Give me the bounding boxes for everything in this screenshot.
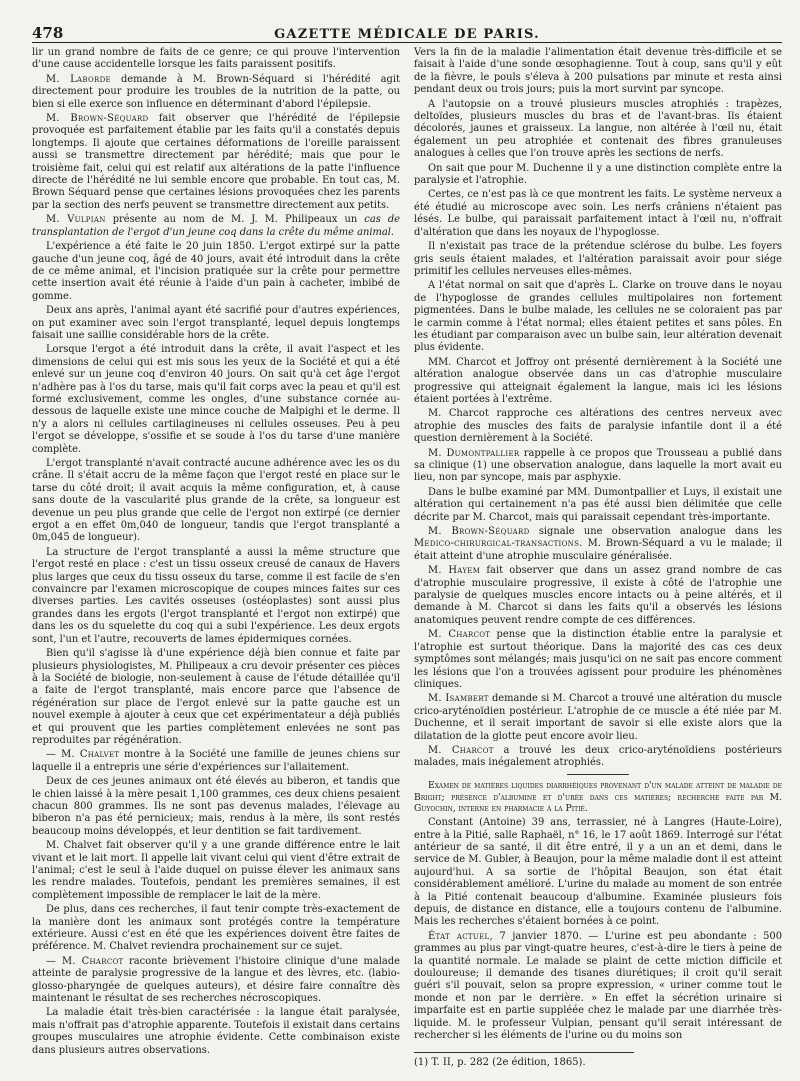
paragraph: L'ergot transplanté n'avait contracté aucune adhérence avec les os du crâne. Il s'était accru de la même façon que l'ergot resté en place sur le tarse du côté droit; il avait acquis la même configuration, et, à cause sans doute de la vascularité plus grande de la crête, sa longueur est devenue un peu plus grande que celle de l'ergot non extirpé (ce dernier ergot a en effet 0m,040 de longueur, tandis que l'ergot transplanté a 0m,045 de longueur).	[32, 458, 400, 544]
paragraph-text: montre à la Société une famille de jeunes chiens sur laquelle il a entrepris une série d'expériences sur l'allaitement.	[32, 749, 400, 773]
paragraph	[32, 956, 400, 1006]
paragraph	[32, 74, 400, 111]
paragraph: A l'autopsie on a trouvé plusieurs muscles atrophiés : trapèzes, deltoïdes, plusieurs muscles du bras et de l'avant-bras. Ils étaient décolorés, jaunes et graisseux. La langue, non altérée à l'œil nu, était également un peu atrophiée et contenait des fibres granuleuses analogues à celles que l'on trouve après les sections de nerfs.	[414, 98, 782, 160]
speaker-name: M. Charcot	[428, 744, 494, 756]
speaker-name: M. Laborde	[46, 73, 111, 85]
paragraph	[32, 214, 400, 239]
page-header	[32, 14, 782, 43]
journal-title: Medico-chirurgical-transactions.	[414, 538, 583, 550]
paragraph: L'expérience a été faite le 20 juin 1850. L'ergot extirpé sur la patte gauche d'un jeune coq, âgé de 40 jours, avait été introduit dans la crête de ce même animal, et l'incision pratiquée sur la crête pour permettre cette insertion avait été réunie à l'aide d'un pain à cacheter, imbibé de gomme.	[32, 241, 400, 302]
paragraph-text: pense que la distinction établie entre la paralysie et l'atrophie est surtout théorique. Dans la majorité des cas ces deux symptômes sont mélangés; mais jusqu'ici on ne sait pas encore comment les lésions que l'on a trouvées agissent pour produire les phénomènes cliniques.	[414, 629, 783, 690]
left-column	[32, 47, 401, 1056]
paragraph	[414, 931, 782, 1043]
footnote: (1) T. II, p. 282 (2e édition, 1865).	[414, 1057, 586, 1069]
paragraph: M. Chalvet fait observer qu'il y a une grande différence entre le lait vivant et le lait mort. Il appelle lait vivant celui qui vient d'être extrait de l'animal; c'est le seul à l'aide duquel on puisse élever les animaux sans les rendre malades. Toutefois, pendant les premières semaines, il est complètement impossible de remplacer le lait de la mère.	[32, 840, 400, 901]
paragraph-text: 7 janvier 1870. — L'urine est peu abondante : 500 grammes au plus par vingt-quatre heures, c'est-à-dire le tiers à peine de la quantité normale. Le malade se plaint de cette miction difficile et douloureuse; il demande des tisanes diurétiques; il croit qu'il serait guéri s'il pouvait, selon sa propre expression, « uriner comme tout le monde et non par le derrière. » En effet la sécrétion urinaire si imparfaite est en partie suppléée chez le malade par une diarrhée très-liquide. M. le professeur Vulpian, pensant qu'il serait intéressant de rechercher si les éléments de l'urine ou du moins son	[414, 930, 782, 1042]
paragraph: A l'état normal on sait que d'après L. Clarke on trouve dans le noyau de l'hypoglosse de grandes cellules multipolaires non fortement pigmentées. Dans le bulbe malade, les cellules ne se coloraient pas par le carmin comme à l'état normal; elles étaient petites et sans pôles. En les étudiant par comparaison avec un bulbe sain, leur altération devenait plus évidente.	[414, 280, 782, 354]
paragraph	[414, 693, 782, 743]
paragraph	[414, 448, 782, 485]
paragraph: Deux de ces jeunes animaux ont été élevés au biberon, et tandis que le chien laissé à la mère pesait 1,100 grammes, ces deux chiens pesaient chacun 800 grammes. Ils ne sont pas devenus malades, l'élevage au biberon n'a pas été pernicieux; mais, rendus à la mère, ils sont restés beaucoup moins développés, et leur dentition se fait tardivement.	[32, 776, 400, 837]
page-number: 478	[32, 24, 64, 42]
paragraph: Vers la fin de la maladie l'alimentation était devenue très-difficile et se faisait à l'aide d'une sonde œsophagienne. Tout à coup, sans qu'il y eût de la fièvre, le pouls s'éleva à 200 pulsations par minute et resta ainsi pendant deux ou trois jours; puis la mort survint par syncope.	[414, 47, 782, 96]
paragraph-text: raconte brièvement l'histoire clinique d'une malade atteinte de paralysie progressive de la langue et des lèvres, etc. (labio-glosso-pharyngée de quelques auteurs), et désire faire connaître dès maintenant le résultat de ses recherches nécroscopiques.	[32, 955, 400, 1005]
paragraph: M. Charcot rapproche ces altérations des centres nerveux avec atrophie des muscles des faits de paralysie infantile dont il a été question dernièrement à la Société.	[414, 408, 782, 445]
paragraph: Dans le bulbe examiné par MM. Dumontpallier et Luys, il existait une altération qui certainement n'a pas été aussi bien délimitée que celle décrite par M. Charcot, mais qui paraissait cependant très-importante.	[414, 486, 782, 523]
speaker-name: M. Hayem	[428, 565, 481, 577]
paragraph: lir un grand nombre de faits de ce genre; ce qui prouve l'intervention d'une cause accidentelle lorsque les faits paraissent positifs.	[32, 47, 400, 71]
speaker-name: M. Vulpian	[46, 214, 106, 226]
paragraph: La maladie était très-bien caractérisée : la langue était paralysée, mais n'offrait pas d'atrophie apparente. Toutefois il existait dans certains groupes musculaires une atrophie évidente. Cette combinaison existe dans plusieurs autres observations.	[32, 1007, 400, 1056]
footnote-divider	[414, 1052, 634, 1053]
italic-title: cas de transplantation de l'ergot d'un jeune coq dans la crête du même animal.	[32, 214, 401, 238]
paragraph	[414, 745, 782, 770]
paragraph: La structure de l'ergot transplanté a aussi la même structure que l'ergot resté en place : c'est un tissu osseux creusé de canaux de Havers plus larges que ceux du tissu osseux du tarse, comme il est facile de s'en convaincre par l'examen microscopique de coupes minces faites sur ces diverses parties. Les cavités osseuses (ostéoplastes) sont aussi plus grandes dans les ergots (l'ergot transplanté et l'ergot non extirpé) que dans les os du squelette du coq qui a subi l'expérience. Les deux ergots sont, l'un et l'autre, recouverts de lames épidermiques cornées.	[32, 546, 400, 645]
speaker-name: M. Dumontpallier	[428, 447, 520, 459]
paragraph	[414, 629, 782, 691]
speaker-name: — M. Charcot	[46, 955, 124, 967]
running-title: GAZETTE MÉDICALE DE PARIS.	[274, 27, 540, 42]
text-columns	[32, 47, 783, 1069]
speaker-name: — M. Chalvet	[46, 749, 120, 761]
paragraph-text: a trouvé les deux crico-aryténoïdiens postérieurs malades, mais inégalement atrophiés.	[414, 744, 782, 769]
paragraph-text: M. Brown-Séquard a vu le malade; il était atteint d'une atrophie musculaire généralisée.	[414, 538, 782, 562]
right-column	[414, 47, 783, 1069]
paragraph	[414, 526, 782, 563]
paragraph-text: rappelle à ce propos que Trousseau a publié dans sa clinique (1) une observation analogue, dans laquelle la mort avait eu lieu, non par syncope, mais par asphyxie.	[414, 447, 782, 484]
speaker-name: M. Charcot	[428, 629, 491, 641]
paragraph: Deux ans après, l'animal ayant été sacrifié pour d'autres expériences, on put examiner avec soin l'ergot transplanté, lequel depuis longtemps faisait une saillie considérable hors de la crête.	[32, 305, 400, 341]
speaker-name: M. Brown-Séquard	[46, 113, 149, 125]
paragraph: Constant (Antoine) 39 ans, terrassier, né à Langres (Haute-Loire), entre à la Pitié, salle Raphaël, n° 16, le 17 août 1869. Interrogé sur l'état antérieur de sa santé, il dit être entré, il y a un an et demi, dans le service de M. Gubler, à Beaujon, pour la même maladie dont il est atteint aujourd'hui. A sa sortie de l'hôpital Beaujon, son état était considérablement amélioré. L'urine du malade au moment de son entrée à la Pitié contenait beaucoup d'albumine. Examinée plusieurs fois depuis, de distance en distance, elle a toujours contenu de l'albumine. Mais les recherches s'étaient bornées à ce point.	[414, 817, 782, 928]
paragraph: MM. Charcot et Joffroy ont présenté dernièrement à la Société une altération analogue observée dans un cas d'atrophie musculaire progressive qui atteignait également la langue, mais ici les lésions étaient portées à l'extrême.	[414, 356, 782, 405]
paragraph	[32, 749, 400, 774]
paragraph-text: demande à M. Brown-Séquard si l'hérédité agit directement pour produire les troubles de la nutrition de la patte, ou bien si elle exerce son influence en déterminant d'abord l'épilepsie.	[32, 73, 400, 110]
paragraph: Il n'existait pas trace de la prétendue sclérose du bulbe. Les foyers gris seuls étaient malades, et l'altération paraissait avoir pour siége primitif les cellules nerveuses elles-mêmes.	[414, 241, 782, 277]
paragraph	[414, 565, 782, 627]
paragraph: Lorsque l'ergot a été introduit dans la crête, il avait l'aspect et les dimensions de celui qui est mis sous les yeux de la Société et qui a été enlevé sur un jeune coq d'environ 40 jours. On sait qu'à cet âge l'ergot n'adhère pas à l'os du tarse, mais qu'il fait corps avec la peau et qu'il est formé exclusivement, comme les ongles, d'une substance cornée au-dessous de laquelle existe une mince couche de Malpighi et le derme. Il n'y a alors ni cellules cartilagineuses ni cellules osseuses. Peu à peu l'ergot se développe, s'ossifie et se soude à l'os du tarse d'une manière complète.	[32, 344, 400, 455]
paragraph-text: fait observer que dans un assez grand nombre de cas d'atrophie musculaire progressive, il existe à côté de l'atrophie une paralysie de quelques muscles encore intacts ou à peine altérés, et il demande à M. Charcot si dans les faits qu'il a observés les lésions anatomiques peuvent rendre compte de ces différences.	[414, 565, 782, 626]
section-divider	[567, 774, 629, 775]
paragraph-text: signale une observation analogue dans les	[529, 526, 782, 538]
paragraph-text: demande si M. Charcot a trouvé une altération du muscle crico-aryténoïdien postérieur. L'atrophie de ce muscle a été niée par M. Duchenne, et il serait important de savoir si elle existe alors que la dilatation de la glotte peut encore avoir lieu.	[414, 693, 782, 742]
paragraph-text: présente au nom de M. J. M. Philipeaux un	[105, 214, 365, 226]
section-heading: Examen de matières liquides diarrhéiques provenant d'un malade atteint de maladie de Bright; présence d'albumine et d'urée dans ces matières; recherche faite par M. Guyochin, interne en pharmacie à la Pitié.	[414, 779, 782, 815]
speaker-name: M. Brown-Séquard	[428, 526, 530, 538]
paragraph	[32, 113, 400, 212]
lead-in: État actuel,	[428, 930, 493, 942]
paragraph: On sait que pour M. Duchenne il y a une distinction complète entre la paralysie et l'atrophie.	[414, 162, 782, 187]
speaker-name: M. Isambert	[428, 693, 489, 705]
paragraph: Certes, ce n'est pas là ce que montrent les faits. Le système nerveux a été étudié au microscope avec soin. Les nerfs crâniens n'étaient pas lésés. Le bulbe, qui paraissait parfaitement intact à l'œil nu, n'offrait d'altération que dans les noyaux de l'hypoglosse.	[414, 189, 782, 238]
paragraph: De plus, dans ces recherches, il faut tenir compte très-exactement de la manière dont les animaux sont protégés contre la température extérieure. Aussi c'est en été que les expériences doivent être faites de préférence. M. Chalvet reviendra prochainement sur ce sujet.	[32, 904, 400, 953]
paragraph-text: fait observer que l'hérédité de l'épilepsie provoquée est parfaitement établie par les faits qu'il a constatés depuis longtemps. Il ajoute que certaines déformations de l'oreille paraissent aussi se transmettre directement par hérédité; mais que pour le troisième fait, celui qui est relatif aux altérations de la patte l'influence directe de l'hérédité ne lui semble encore que probable. En tout cas, M. Brown Séquard pense que certaines lésions provoquées chez les parents par la section des nerfs peuvent se transmettre directement aux petits.	[32, 113, 400, 211]
paragraph: Bien qu'il s'agisse là d'une expérience déjà bien connue et faite par plusieurs physiologistes, M. Philipeaux a cru devoir présenter ces pièces à la Société de biologie, non-seulement à cause de l'étude détaillée qu'il a faite de l'ergot transplanté, mais encore parce que l'absence de régénération sur place de l'ergot enlevé sur la patte gauche est un nouvel exemple à ajouter à ceux que cet expérimentateur a déjà publiés et qui prouvent que les parties complètement enlevées ne sont pas reproduites par régénération.	[32, 648, 400, 746]
